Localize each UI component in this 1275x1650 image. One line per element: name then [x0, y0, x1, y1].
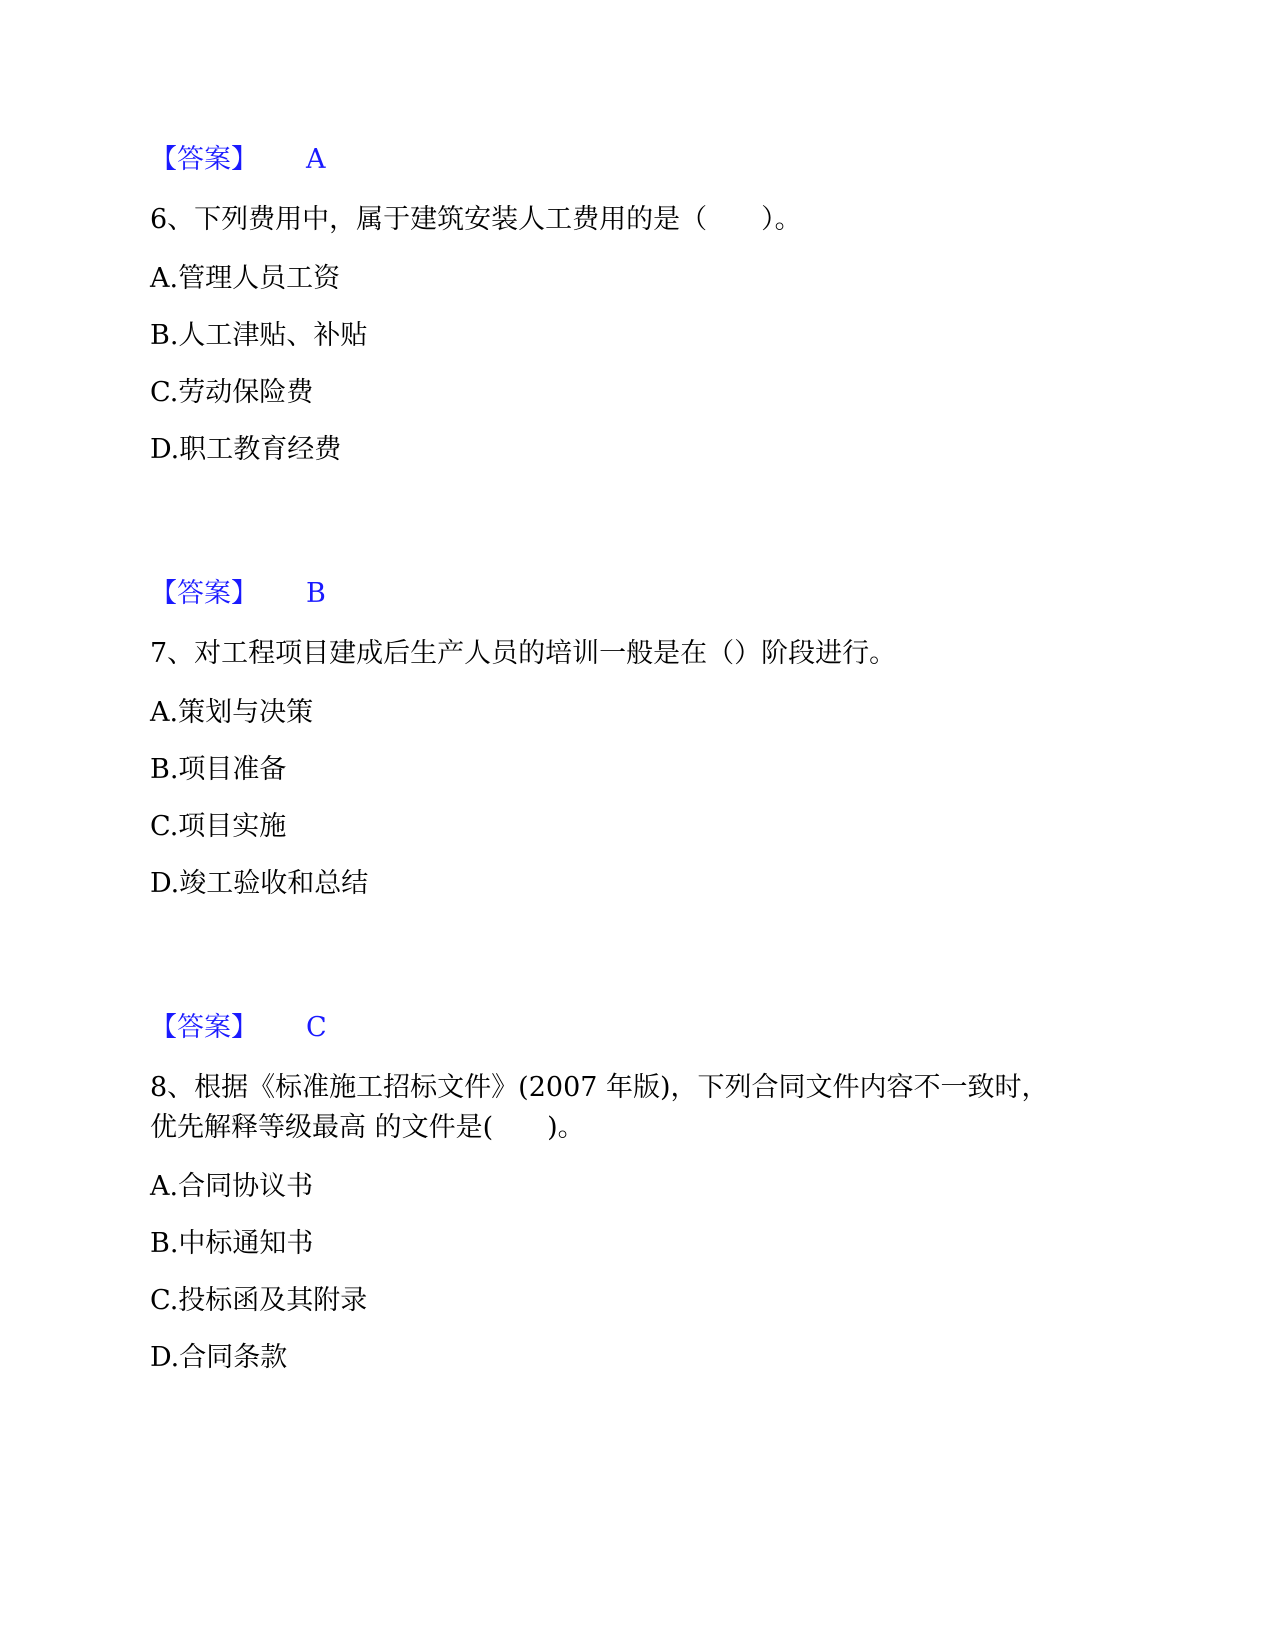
- answer-tag: 【答案】: [150, 1012, 258, 1043]
- option-a: A.合同协议书: [150, 1171, 314, 1202]
- question-text: [150, 1068, 1150, 1148]
- options-list: [150, 1169, 1150, 1376]
- option-d: D.职工教育经费: [150, 434, 342, 465]
- answer-value: A: [306, 144, 326, 175]
- option-c: C.投标函及其附录: [150, 1285, 368, 1316]
- option-d: D.竣工验收和总结: [150, 868, 369, 899]
- option-c: C.项目实施: [150, 811, 287, 842]
- answer-tag: 【答案】: [150, 578, 258, 609]
- answer-value: C: [306, 1012, 327, 1043]
- answer-tag: 【答案】: [150, 144, 258, 175]
- answer-line: [150, 576, 1150, 612]
- option-b: B.中标通知书: [150, 1228, 314, 1259]
- option-b: B.人工津贴、补贴: [150, 320, 368, 351]
- option-b: B.项目准备: [150, 754, 287, 785]
- option-a: A.策划与决策: [150, 697, 314, 728]
- option-c: C.劳动保险费: [150, 377, 314, 408]
- options-list: [150, 695, 1150, 902]
- answer-line: [150, 142, 1150, 178]
- question-block: [150, 1010, 1150, 1376]
- options-list: [150, 261, 1150, 468]
- question-line: 8、根据《标准施工招标文件》(2007 年版)，下列合同文件内容不一致时，: [150, 1072, 1049, 1103]
- answer-line: [150, 1010, 1150, 1046]
- question-block: [150, 576, 1150, 902]
- question-text: 7、对工程项目建成后生产人员的培训一般是在（）阶段进行。: [150, 638, 897, 669]
- question-block: [150, 142, 1150, 468]
- question-text: 6、下列费用中，属于建筑安装人工费用的是（ ）。: [150, 204, 802, 235]
- question-line: 优先解释等级最高 的文件是( )。: [150, 1112, 585, 1143]
- option-a: A.管理人员工资: [150, 263, 341, 294]
- answer-value: B: [306, 578, 326, 609]
- option-d: D.合同条款: [150, 1342, 288, 1373]
